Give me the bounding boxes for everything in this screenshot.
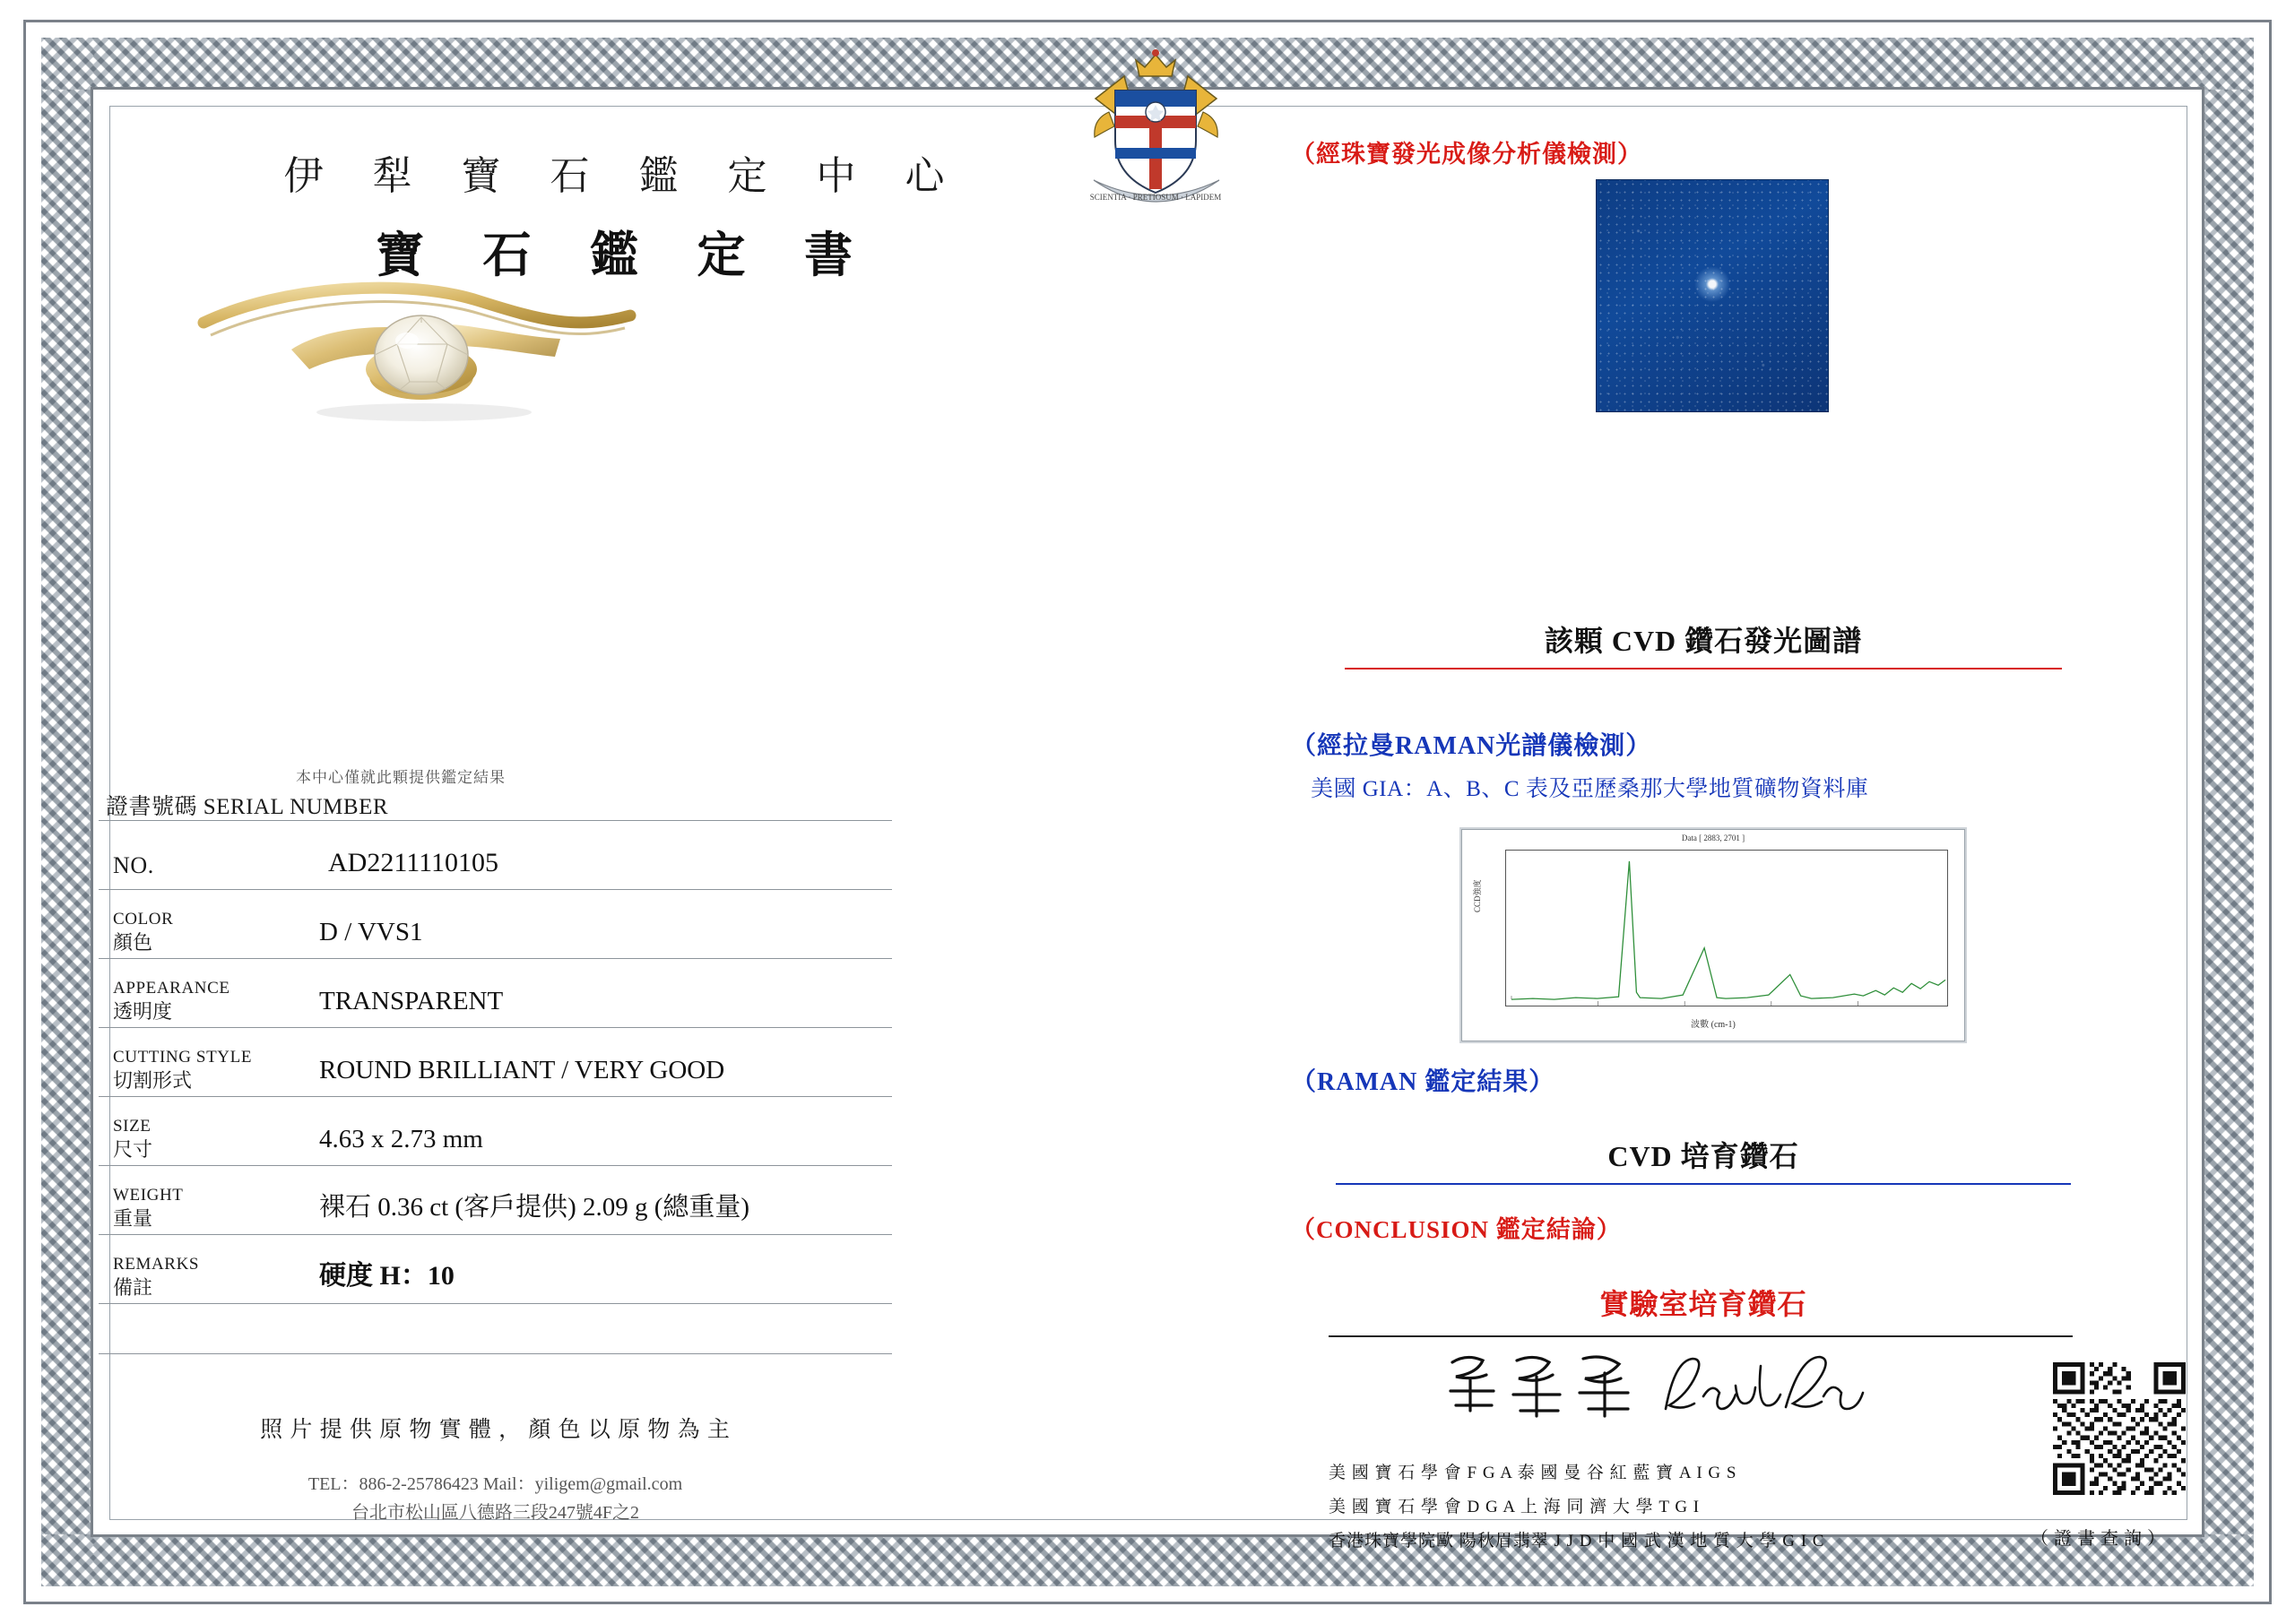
table-row [99,1166,892,1235]
row-value-remarks: 硬度 H：10 [319,1261,455,1291]
chart-ylabel: CCD強度 [1473,879,1482,912]
qr-caption: （ 證 書 查 詢 ） [2031,1529,2166,1549]
conclusion-header-wrap [1291,1210,1622,1245]
row-label-cn: 顏色 [113,930,153,954]
luminescence-image [1596,179,1829,412]
row-label-en: COLOR [113,909,174,929]
row-value-weight: 裸石 0.36 ct (客戶提供) 2.09 g (總重量) [319,1193,750,1222]
row-value-size: 4.63 x 2.73 mm [319,1125,483,1153]
raman-header: （經拉曼RAMAN光譜儀檢測） [1291,732,1652,760]
raman-spectrum-chart [1461,829,1965,1041]
chart-plot-area [1505,850,1948,1006]
conclusion-header: （CONCLUSION 鑑定結論） [1291,1216,1622,1243]
luminescence-header: （經珠寶發光成像分析儀檢測） [1291,141,1642,168]
photo-disclaimer: 照 片 提 供 原 物 實 體 ， 顏 色 以 原 物 為 主 [260,1418,731,1442]
row-label-en: REMARKS [113,1254,200,1274]
row-label-cn: 備註 [113,1275,153,1299]
luminescence-caption: 該顆 CVD 鑽石發光圖譜 [1544,625,1863,657]
association-line-3: 香港珠寶學院歐 陽秋眉翡翠 J J D 中 國 武 漢 地 質 大 學 G I C [1329,1532,1825,1551]
signature [1434,1344,1936,1443]
raman-result-rule [1336,1183,2071,1185]
luminescence-image-texture [1597,180,1828,411]
row-label [99,844,319,886]
conclusion-rule [1329,1335,2073,1337]
raman-result-value: CVD 培育鑽石 [1607,1140,1799,1172]
association-line-1: 美 國 寶 石 學 會 F G A 泰 國 曼 谷 紅 藍 寶 A I G S [1329,1464,1737,1482]
gem-properties-table [99,820,892,1304]
row-label [99,1040,319,1093]
raman-section-header-wrap [1291,726,2178,803]
table-row [99,1097,892,1166]
table-row [99,820,892,890]
row-label-en: WEIGHT [113,1185,184,1205]
associations-list [1329,1456,2037,1559]
qr-code[interactable] [2053,1362,2186,1495]
raman-subheader: 美國 GIA：A、B、C 表及亞歷桑那大學地質礦物資料庫 [1311,777,1869,801]
ring-photo [184,269,650,502]
table-row [99,959,892,1028]
row-label [99,902,319,955]
table-bottom-divider [99,1353,892,1354]
row-label-cn: 切割形式 [113,1068,193,1092]
row-label-en: NO. [113,851,154,878]
contact-tel-mail: TEL：886-2-25786423 Mail：yiligem@gmail.com [307,1474,683,1494]
row-label-cn: 透明度 [113,999,173,1023]
table-row [99,1028,892,1097]
row-label-en: CUTTING STYLE [113,1047,253,1067]
row-value-cutting-style: ROUND BRILLIANT / VERY GOOD [319,1056,725,1084]
conclusion-value: 實驗室培育鑽石 [1599,1288,1807,1320]
contact-address: 台北市松山區八德路三段247號4F之2 [351,1503,640,1523]
table-row [99,1235,892,1304]
serial-number-header: 證書號碼 SERIAL NUMBER [106,795,389,819]
page-title-cn-line1: 伊 犁 寶 石 鑑 定 中 心 [283,154,965,198]
row-value-color: D / VVS1 [319,918,423,946]
raman-result-header: （RAMAN 鑑定結果） [1291,1068,1555,1096]
row-label-cn: 重量 [113,1206,153,1230]
right-column [1291,134,2178,169]
raman-result-header-wrap [1291,1062,1555,1098]
chart-title: Data [ 2883, 2701 ] [1681,834,1745,842]
row-label [99,1178,319,1231]
association-line-2: 美 國 寶 石 學 會 D G A 上 海 同 濟 大 學 T G I [1329,1498,1701,1516]
luminescence-caption-rule [1345,668,2062,669]
svg-text:SCIENTIA · PRETIOSUM · LAPIDEM: SCIENTIA · PRETIOSUM · LAPIDEM [1089,193,1222,202]
row-label-cn: 尺寸 [113,1137,153,1161]
row-value-appearance: TRANSPARENT [319,987,504,1015]
row-label [99,1247,319,1300]
scope-note: 本中心僅就此顆提供鑑定結果 [296,769,506,786]
row-value-serial: AD2211110105 [328,848,498,877]
row-label-en: APPEARANCE [113,978,230,998]
contact-info [99,1470,892,1527]
row-label [99,971,319,1024]
chart-axis-ticks [1506,851,1947,1006]
row-label-en: SIZE [113,1116,152,1136]
row-label [99,1109,319,1162]
table-row [99,890,892,959]
chart-xlabel: 波數 (cm-1) [1691,1020,1736,1030]
page-title-cn-line2: 寶 石 鑑 定 書 [376,229,876,282]
